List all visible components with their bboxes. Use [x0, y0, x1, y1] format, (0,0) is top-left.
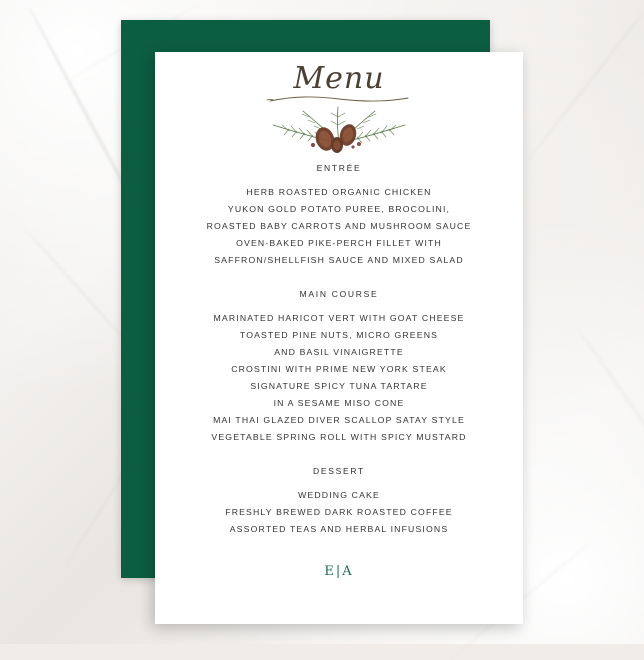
- menu-item: OVEN-BAKED PIKE-PERCH FILLET WITH: [236, 237, 442, 248]
- menu-card-front: [155, 52, 523, 624]
- menu-item: FRESHLY BREWED DARK ROASTED COFFEE: [225, 506, 453, 517]
- menu-item: YUKON GOLD POTATO PUREE, BROCOLINI,: [227, 203, 451, 214]
- menu-item: WEDDING CAKE: [298, 489, 380, 500]
- section-title: ENTRÉE: [316, 163, 362, 173]
- section-title: DESSERT: [313, 465, 365, 476]
- marble-vein: [521, 0, 644, 168]
- menu-section-dessert: [177, 466, 501, 538]
- menu-item: ROASTED BABY CARROTS AND MUSHROOM SAUCE: [206, 220, 472, 231]
- menu-item: AND BASIL VINAIGRETTE: [274, 346, 404, 357]
- menu-item: VEGETABLE SPRING ROLL WITH SPICY MUSTARD: [211, 431, 467, 442]
- card-header: [155, 52, 523, 153]
- menu-item: SAFFRON/SHELLFISH SAUCE AND MIXED SALAD: [214, 254, 464, 265]
- menu-section-main-course: [177, 289, 501, 446]
- menu-title: Menu: [293, 61, 385, 96]
- menu-item: SIGNATURE SPICY TUNA TARTARE: [250, 380, 428, 391]
- pinecone-botanical-icon: [249, 99, 429, 153]
- menu-item: ASSORTED TEAS AND HERBAL INFUSIONS: [229, 523, 449, 534]
- menu-sections: [155, 163, 523, 538]
- menu-item: MARINATED HARICOT VERT WITH GOAT CHEESE: [213, 312, 465, 323]
- section-title: MAIN COURSE: [299, 288, 379, 299]
- menu-item: CROSTINI WITH PRIME NEW YORK STEAK: [231, 363, 447, 374]
- menu-item: TOASTED PINE NUTS, MICRO GREENS: [239, 329, 439, 340]
- marble-vein: [574, 324, 644, 539]
- menu-item: HERB ROASTED ORGANIC CHICKEN: [246, 187, 432, 197]
- monogram: E|A: [324, 563, 354, 579]
- menu-item: MAI THAI GLAZED DIVER SCALLOP SATAY STYLE: [213, 414, 465, 425]
- menu-item: IN A SESAME MISO CONE: [273, 397, 405, 408]
- menu-section-entree: [177, 163, 501, 269]
